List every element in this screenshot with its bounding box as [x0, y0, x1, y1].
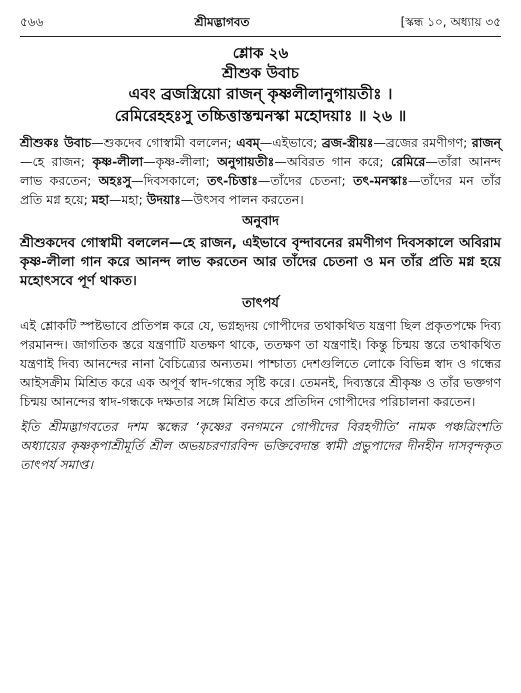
synonym-meaning: —এইভাবে;	[259, 135, 322, 150]
running-header	[20, 14, 501, 34]
synonym-term: ব্রজ-স্ত্রীয়ঃ	[321, 135, 374, 150]
header-divider	[20, 36, 501, 37]
purport-heading: তাৎপর্য	[242, 296, 279, 311]
chapter-colophon: ইতি শ্রীমদ্ভাগবতের দশম স্কন্ধের ‘কৃষ্ণের বনগমনে গোপীদের বিরহগীতি’ নামক পঞ্চত্রিংশতি অধ্যায়ের কৃষ্ণকৃপাশ্রীমূর্তি শ্রীল অভয়চরণারবিন্দ ভক্তিবেদান্ত স্বামী প্রভুপাদের দীনহীন দাসবৃন্দকৃত তাৎপর্য সমাপ্ত।	[20, 419, 501, 472]
synonym-meaning: —তাঁদের মন তাঁর প্রতি মগ্ন হয়ে;	[20, 173, 501, 207]
synonym-meaning: —ব্রজের রমণীগণ;	[373, 135, 472, 150]
synonym-meaning: —তাঁরা আনন্দ লাভ করতেন;	[20, 154, 501, 188]
purport-text: এই শ্লোকটি স্পষ্টভাবে প্রতিপন্ন করে যে, ভগ্নহৃদয় গোপীদের তথাকথিত যন্ত্রণা ছিল প্রকৃতপক্ষে দিব্য পরমানন্দ। জাগতিক স্তরে যন্ত্রণাটি যতক্ষণ থাকে, ততক্ষণ তা যন্ত্রণাই। কিন্তু চিন্ময় স্তরে তথাকথিত যন্ত্রণাই দিব্য আনন্দের নানা বৈচিত্র্যের অন্যতম। পাশ্চাত্য দেশগুলিতে লোকে বিভিন্ন স্বাদ ও গন্ধের আইসক্রীম মিশ্রিত করে এক অপূর্ব স্বাদ-গন্ধের সৃষ্টি করে। তেমনই, দিব্যস্তরে শ্রীকৃষ্ণ ও তাঁর ভক্তগণ চিন্ময় আনন্দের স্বাদ-গন্ধকে দক্ষতার সঙ্গে মিশ্রিত করে প্রতিদিন গোপীদের পরিচালনা করতেন।	[20, 318, 501, 409]
translation-text: শ্রীশুকদেব গোস্বামী বললেন—হে রাজন, এইভাবে বৃন্দাবনের রমণীগণ দিবসকালে অবিরাম কৃষ্ণ-লীলা গান করে আনন্দ লাভ করতেন আর তাঁদের চেতনা ও মন তাঁর প্রতি মগ্ন হয়ে মহোৎসবে পূর্ণ থাকত।	[20, 235, 501, 289]
synonym-term: অহঃসু	[98, 173, 131, 188]
synonym-term: এবম্	[236, 135, 260, 150]
synonym-term: মহা	[91, 192, 109, 207]
sanskrit-verse-line-2: রেমিরেহহঃসু তচ্চিত্তাস্তন্মনস্কা মহোদয়াঃ ॥ ২৬ ॥	[114, 107, 407, 125]
synonym-term: রাজন্	[471, 135, 501, 150]
verse-speaker: শ্রীশুক উবাচ	[222, 64, 299, 82]
synonym-term: তৎ-চিত্তাঃ	[207, 173, 258, 188]
synonym-meaning: —দিবসকালে;	[130, 173, 208, 188]
synonym-term: উদয়াঃ	[146, 192, 181, 207]
synonym-meaning: —তাঁদের চেতনা;	[257, 173, 354, 188]
synonym-meaning: —কৃষ্ণ-লীলা;	[143, 154, 218, 169]
translation-heading: অনুবাদ	[242, 214, 279, 229]
chapter-reference: [স্কন্ধ ১০, অধ্যায় ৩৫	[400, 15, 501, 29]
synonym-meaning: —উৎসব পালন করতেন।	[180, 192, 304, 207]
synonym-meaning: —শুকদেব গোস্বামী বললেন;	[91, 135, 237, 150]
page-number: ৫৬৬	[20, 15, 44, 29]
synonym-meaning: —মহা;	[108, 192, 147, 207]
synonym-term: কৃষ্ণ-লীলা	[92, 154, 144, 169]
book-title: শ্রীমদ্ভাগবত	[194, 15, 250, 29]
synonym-term: তৎ-মনস্কাঃ	[353, 173, 409, 188]
word-for-word-synonyms	[20, 133, 501, 209]
synonym-term: অনুগায়তীঃ	[217, 154, 275, 169]
synonym-term: রেমিরে	[391, 154, 426, 169]
verse-number: শ্লোক ২৬	[232, 44, 289, 62]
synonym-term: শ্রীশুকঃ উবাচ	[20, 135, 92, 150]
synonym-meaning: —হে রাজন;	[20, 154, 93, 169]
synonym-meaning: —অবিরত গান করে;	[274, 154, 392, 169]
sanskrit-verse-line-1: এবং ব্রজস্ত্রিয়ো রাজন্ কৃষ্ণলীলানুগায়তীঃ ।	[128, 85, 393, 103]
